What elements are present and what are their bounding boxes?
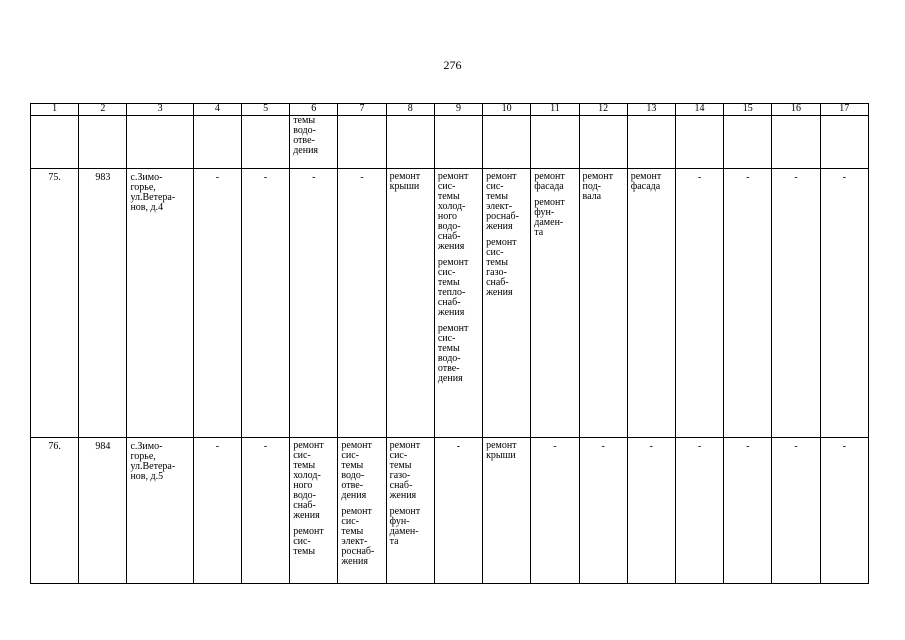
cell-text-line: -: [215, 441, 220, 452]
cell-text-line: ремонт: [437, 257, 469, 268]
cell-text-line: отве-: [293, 135, 315, 146]
empty-dash: [534, 438, 575, 452]
cell-text-line: та: [534, 227, 544, 238]
cell-text-line: 984: [95, 441, 111, 452]
cell-text-line: -: [553, 441, 557, 452]
cell-text-line: вала: [582, 191, 602, 202]
table-cell-col-11: [531, 169, 579, 438]
cell-text-line: ремонт: [341, 440, 372, 451]
empty-dash: [197, 169, 238, 183]
cell-text-line: ремонт: [341, 506, 372, 517]
column-number-11: 11: [531, 104, 579, 116]
cell-text-block: [390, 507, 431, 547]
cell-text-line: ремонт: [630, 171, 662, 182]
cell-text-line: роснаб-: [486, 211, 519, 222]
cell-text-block: [34, 169, 75, 183]
empty-dash: [775, 169, 816, 183]
cell-text-line: сис-: [486, 247, 504, 258]
cell-text-line: холод-: [293, 470, 321, 481]
table-cell-col-12: [579, 169, 627, 438]
page-number: 276: [443, 58, 462, 72]
cell-text-block: [486, 169, 527, 232]
column-number-5: 5: [241, 104, 289, 116]
cell-text-line: темы: [341, 460, 364, 471]
table-cell-col-8: [386, 116, 434, 169]
table-cell-col-4: [193, 116, 241, 169]
empty-dash: [245, 169, 286, 183]
table-cell-col-3: [127, 438, 193, 584]
cell-text-line: темы: [293, 546, 316, 557]
empty-dash: [775, 438, 816, 452]
cell-text-line: -: [263, 172, 268, 183]
cell-text-line: 983: [95, 172, 111, 183]
empty-dash: [727, 438, 768, 452]
cell-text-block: [130, 438, 189, 482]
table-cell-col-7: [338, 169, 386, 438]
cell-text-block: [390, 169, 431, 192]
cell-text-line: дения: [293, 145, 319, 156]
table-row: [31, 438, 869, 584]
cell-text-line: 76.: [48, 441, 61, 452]
table-cell-col-7: [338, 438, 386, 584]
cell-text-block: [82, 169, 123, 183]
cell-text-line: ремонт: [486, 440, 517, 451]
column-number-16: 16: [772, 104, 820, 116]
cell-text-block: [631, 169, 672, 192]
column-number-7: 7: [338, 104, 386, 116]
cell-text-line: водо-: [341, 470, 365, 481]
cell-text-line: ремонт: [582, 171, 613, 182]
cell-text-line: -: [697, 441, 702, 452]
table-cell-col-12: [579, 116, 627, 169]
column-number-8: 8: [386, 104, 434, 116]
empty-dash: [679, 438, 720, 452]
table-cell-col-8: [386, 438, 434, 584]
cell-text-line: сис-: [389, 450, 408, 461]
cell-text-line: крыши: [486, 450, 516, 461]
table-cell-col-10: [483, 438, 531, 584]
cell-text-line: с.Зимо-: [130, 441, 163, 452]
column-number-row: [31, 104, 869, 116]
table-cell-col-6: [290, 169, 338, 438]
table-cell-col-10: [483, 116, 531, 169]
cell-text-line: жения: [293, 510, 320, 521]
empty-dash: [679, 169, 720, 183]
column-number-2: 2: [79, 104, 127, 116]
cell-text-line: с.Зимо-: [130, 172, 163, 183]
cell-text-line: сис-: [293, 450, 311, 461]
cell-text-line: -: [842, 172, 846, 183]
cell-text-line: ремонт: [293, 440, 324, 451]
table-cell-col-6: [290, 116, 338, 169]
cell-text-block: [438, 258, 479, 318]
cell-text-line: сис-: [437, 267, 456, 278]
empty-dash: [583, 438, 624, 452]
cell-text-block: [583, 169, 624, 202]
table-cell-col-15: [724, 116, 772, 169]
column-number-10: 10: [483, 104, 531, 116]
empty-dash: [438, 438, 479, 452]
table-cell-col-16: [772, 169, 820, 438]
empty-dash: [824, 169, 865, 183]
cell-text-line: снаб-: [293, 500, 316, 511]
cell-text-line: ного: [437, 211, 458, 222]
cell-text-line: ремонт: [486, 237, 517, 248]
cell-text-line: та: [389, 536, 399, 547]
column-number-9: 9: [434, 104, 482, 116]
cell-text-block: [293, 438, 334, 521]
cell-text-block: [293, 527, 334, 557]
cell-text-line: -: [697, 172, 702, 183]
cell-text-line: отве-: [341, 480, 364, 491]
table-cell-col-6: [290, 438, 338, 584]
cell-text-line: дения: [341, 490, 367, 501]
cell-text-line: -: [649, 441, 653, 452]
cell-text-line: ремонт: [389, 171, 421, 182]
cell-text-line: ного: [293, 480, 313, 491]
table-cell-col-1: [31, 438, 79, 584]
cell-text-line: дения: [437, 373, 463, 384]
table-cell-col-10: [483, 169, 531, 438]
cell-text-line: нов, д.4: [130, 202, 164, 213]
table-cell-col-3: [127, 116, 193, 169]
table-cell-col-3: [127, 169, 193, 438]
cell-text-line: -: [360, 172, 364, 183]
cell-text-line: жения: [486, 221, 513, 232]
cell-text-line: темы: [341, 526, 364, 537]
cell-text-line: темы: [293, 460, 316, 471]
cell-text-line: тепло-: [437, 287, 466, 298]
cell-text-line: холод-: [437, 201, 466, 212]
table-cell-col-15: [724, 438, 772, 584]
table-cell-col-9: [434, 438, 482, 584]
table-cell-col-11: [531, 116, 579, 169]
cell-text-line: темы: [486, 257, 508, 268]
cell-text-line: дамен-: [534, 217, 564, 228]
cell-text-line: снаб-: [389, 480, 413, 491]
cell-text-line: -: [746, 172, 750, 183]
cell-text-line: фасада: [534, 181, 564, 192]
cell-text-line: жения: [437, 307, 465, 318]
cell-text-line: водо-: [437, 221, 461, 232]
column-number-17: 17: [820, 104, 868, 116]
table-cell-col-7: [338, 116, 386, 169]
cell-text-line: темы: [293, 115, 316, 126]
table-cell-col-12: [579, 438, 627, 584]
table-cell-col-4: [193, 438, 241, 584]
cell-text-line: -: [263, 441, 268, 452]
table-cell-col-8: [386, 169, 434, 438]
cell-text-line: горье,: [130, 451, 156, 462]
cell-text-line: снаб-: [437, 297, 461, 308]
cell-text-line: темы: [437, 277, 460, 288]
cell-text-line: -: [601, 441, 605, 452]
cell-text-block: [130, 169, 189, 213]
cell-text-line: -: [842, 441, 846, 452]
table-cell-col-15: [724, 169, 772, 438]
cell-text-line: ремонт: [293, 526, 324, 537]
empty-dash: [197, 438, 238, 452]
cell-text-line: водо-: [293, 125, 316, 136]
column-number-4: 4: [193, 104, 241, 116]
cell-text-line: -: [312, 172, 316, 183]
cell-text-line: -: [215, 172, 220, 183]
column-number-13: 13: [627, 104, 675, 116]
table-cell-col-5: [241, 169, 289, 438]
cell-text-line: роснаб-: [341, 546, 375, 557]
cell-text-line: снаб-: [486, 277, 509, 288]
cell-text-line: сис-: [437, 333, 456, 344]
cell-text-block: [390, 438, 431, 501]
cell-text-line: темы: [389, 460, 412, 471]
cell-text-line: жения: [341, 556, 368, 567]
column-number-6: 6: [290, 104, 338, 116]
cell-text-line: водо-: [437, 353, 461, 364]
cell-text-line: ремонт: [486, 171, 517, 182]
cell-text-line: горье,: [130, 182, 156, 193]
table-cell-col-5: [241, 116, 289, 169]
cell-text-block: [486, 238, 527, 298]
cell-text-line: жения: [389, 490, 417, 501]
cell-text-block: [534, 169, 575, 192]
empty-dash: [293, 169, 334, 183]
cell-text-line: сис-: [341, 516, 359, 527]
cell-text-line: ремонт: [389, 506, 421, 517]
table-cell-col-13: [627, 438, 675, 584]
cell-text-block: [341, 438, 382, 501]
cell-text-block: [438, 169, 479, 252]
cell-text-line: ремонт: [534, 197, 565, 208]
cell-text-line: ремонт: [437, 171, 469, 182]
cell-text-line: крыши: [389, 181, 420, 192]
cell-text-block: [534, 198, 575, 238]
cell-text-line: водо-: [293, 490, 316, 501]
table-cell-col-5: [241, 438, 289, 584]
cell-text-block: [82, 438, 123, 452]
column-number-1: 1: [31, 104, 79, 116]
cell-text-line: ул.Ветера-: [130, 192, 176, 203]
cell-text-line: -: [794, 172, 798, 183]
empty-dash: [245, 438, 286, 452]
cell-text-line: ремонт: [437, 323, 469, 334]
cell-text-line: -: [746, 441, 750, 452]
cell-text-line: под-: [582, 181, 601, 192]
cell-text-line: сис-: [341, 450, 359, 461]
table-cell-col-9: [434, 116, 482, 169]
column-number-15: 15: [724, 104, 772, 116]
table-row: [31, 169, 869, 438]
table-cell-col-1: [31, 169, 79, 438]
table-cell-col-2: [79, 169, 127, 438]
cell-text-line: элект-: [341, 536, 368, 547]
column-number-12: 12: [579, 104, 627, 116]
table-cell-col-17: [820, 169, 868, 438]
column-number-14: 14: [675, 104, 723, 116]
cell-text-line: 75.: [48, 172, 61, 183]
cell-text-line: жения: [437, 241, 465, 252]
table-cell-col-2: [79, 116, 127, 169]
table-cell-col-4: [193, 169, 241, 438]
table-cell-col-14: [675, 169, 723, 438]
table-cell-col-14: [675, 116, 723, 169]
cell-text-line: сис-: [486, 181, 504, 192]
cell-text-block: [293, 116, 334, 156]
cell-text-line: ремонт: [534, 171, 565, 182]
cell-text-line: ремонт: [389, 440, 421, 451]
column-number-3: 3: [127, 104, 193, 116]
table-cell-col-1: [31, 116, 79, 169]
cell-text-line: снаб-: [437, 231, 461, 242]
table-cell-col-13: [627, 169, 675, 438]
cell-text-line: -: [794, 441, 798, 452]
cell-text-block: [438, 324, 479, 384]
cell-text-line: элект-: [486, 201, 513, 212]
table-cell-col-17: [820, 438, 868, 584]
cell-text-line: газо-: [389, 470, 411, 481]
cell-text-line: -: [456, 441, 461, 452]
empty-dash: [824, 438, 865, 452]
cell-text-line: ул.Ветера-: [130, 461, 176, 472]
cell-text-line: нов, д.5: [130, 471, 164, 482]
table-cell-col-11: [531, 438, 579, 584]
table-row: [31, 116, 869, 169]
cell-text-line: фасада: [630, 181, 661, 192]
cell-text-line: сис-: [437, 181, 456, 192]
cell-text-line: дамен-: [389, 526, 419, 537]
cell-text-line: темы: [437, 191, 460, 202]
cell-text-block: [486, 438, 527, 461]
table-cell-col-13: [627, 116, 675, 169]
table-cell-col-17: [820, 116, 868, 169]
empty-dash: [341, 169, 382, 183]
table-cell-col-2: [79, 438, 127, 584]
repair-schedule-table: [30, 103, 869, 584]
empty-dash: [727, 169, 768, 183]
cell-text-line: фун-: [534, 207, 555, 218]
table-cell-col-16: [772, 438, 820, 584]
table-cell-col-9: [434, 169, 482, 438]
cell-text-block: [341, 507, 382, 567]
table-cell-col-16: [772, 116, 820, 169]
cell-text-line: сис-: [293, 536, 311, 547]
cell-text-line: фун-: [389, 516, 410, 527]
cell-text-line: отве-: [437, 363, 460, 374]
cell-text-line: темы: [437, 343, 460, 354]
empty-dash: [631, 438, 672, 452]
cell-text-line: газо-: [486, 267, 507, 278]
cell-text-block: [34, 438, 75, 452]
cell-text-line: темы: [486, 191, 508, 202]
table-cell-col-14: [675, 438, 723, 584]
cell-text-line: жения: [486, 287, 513, 298]
